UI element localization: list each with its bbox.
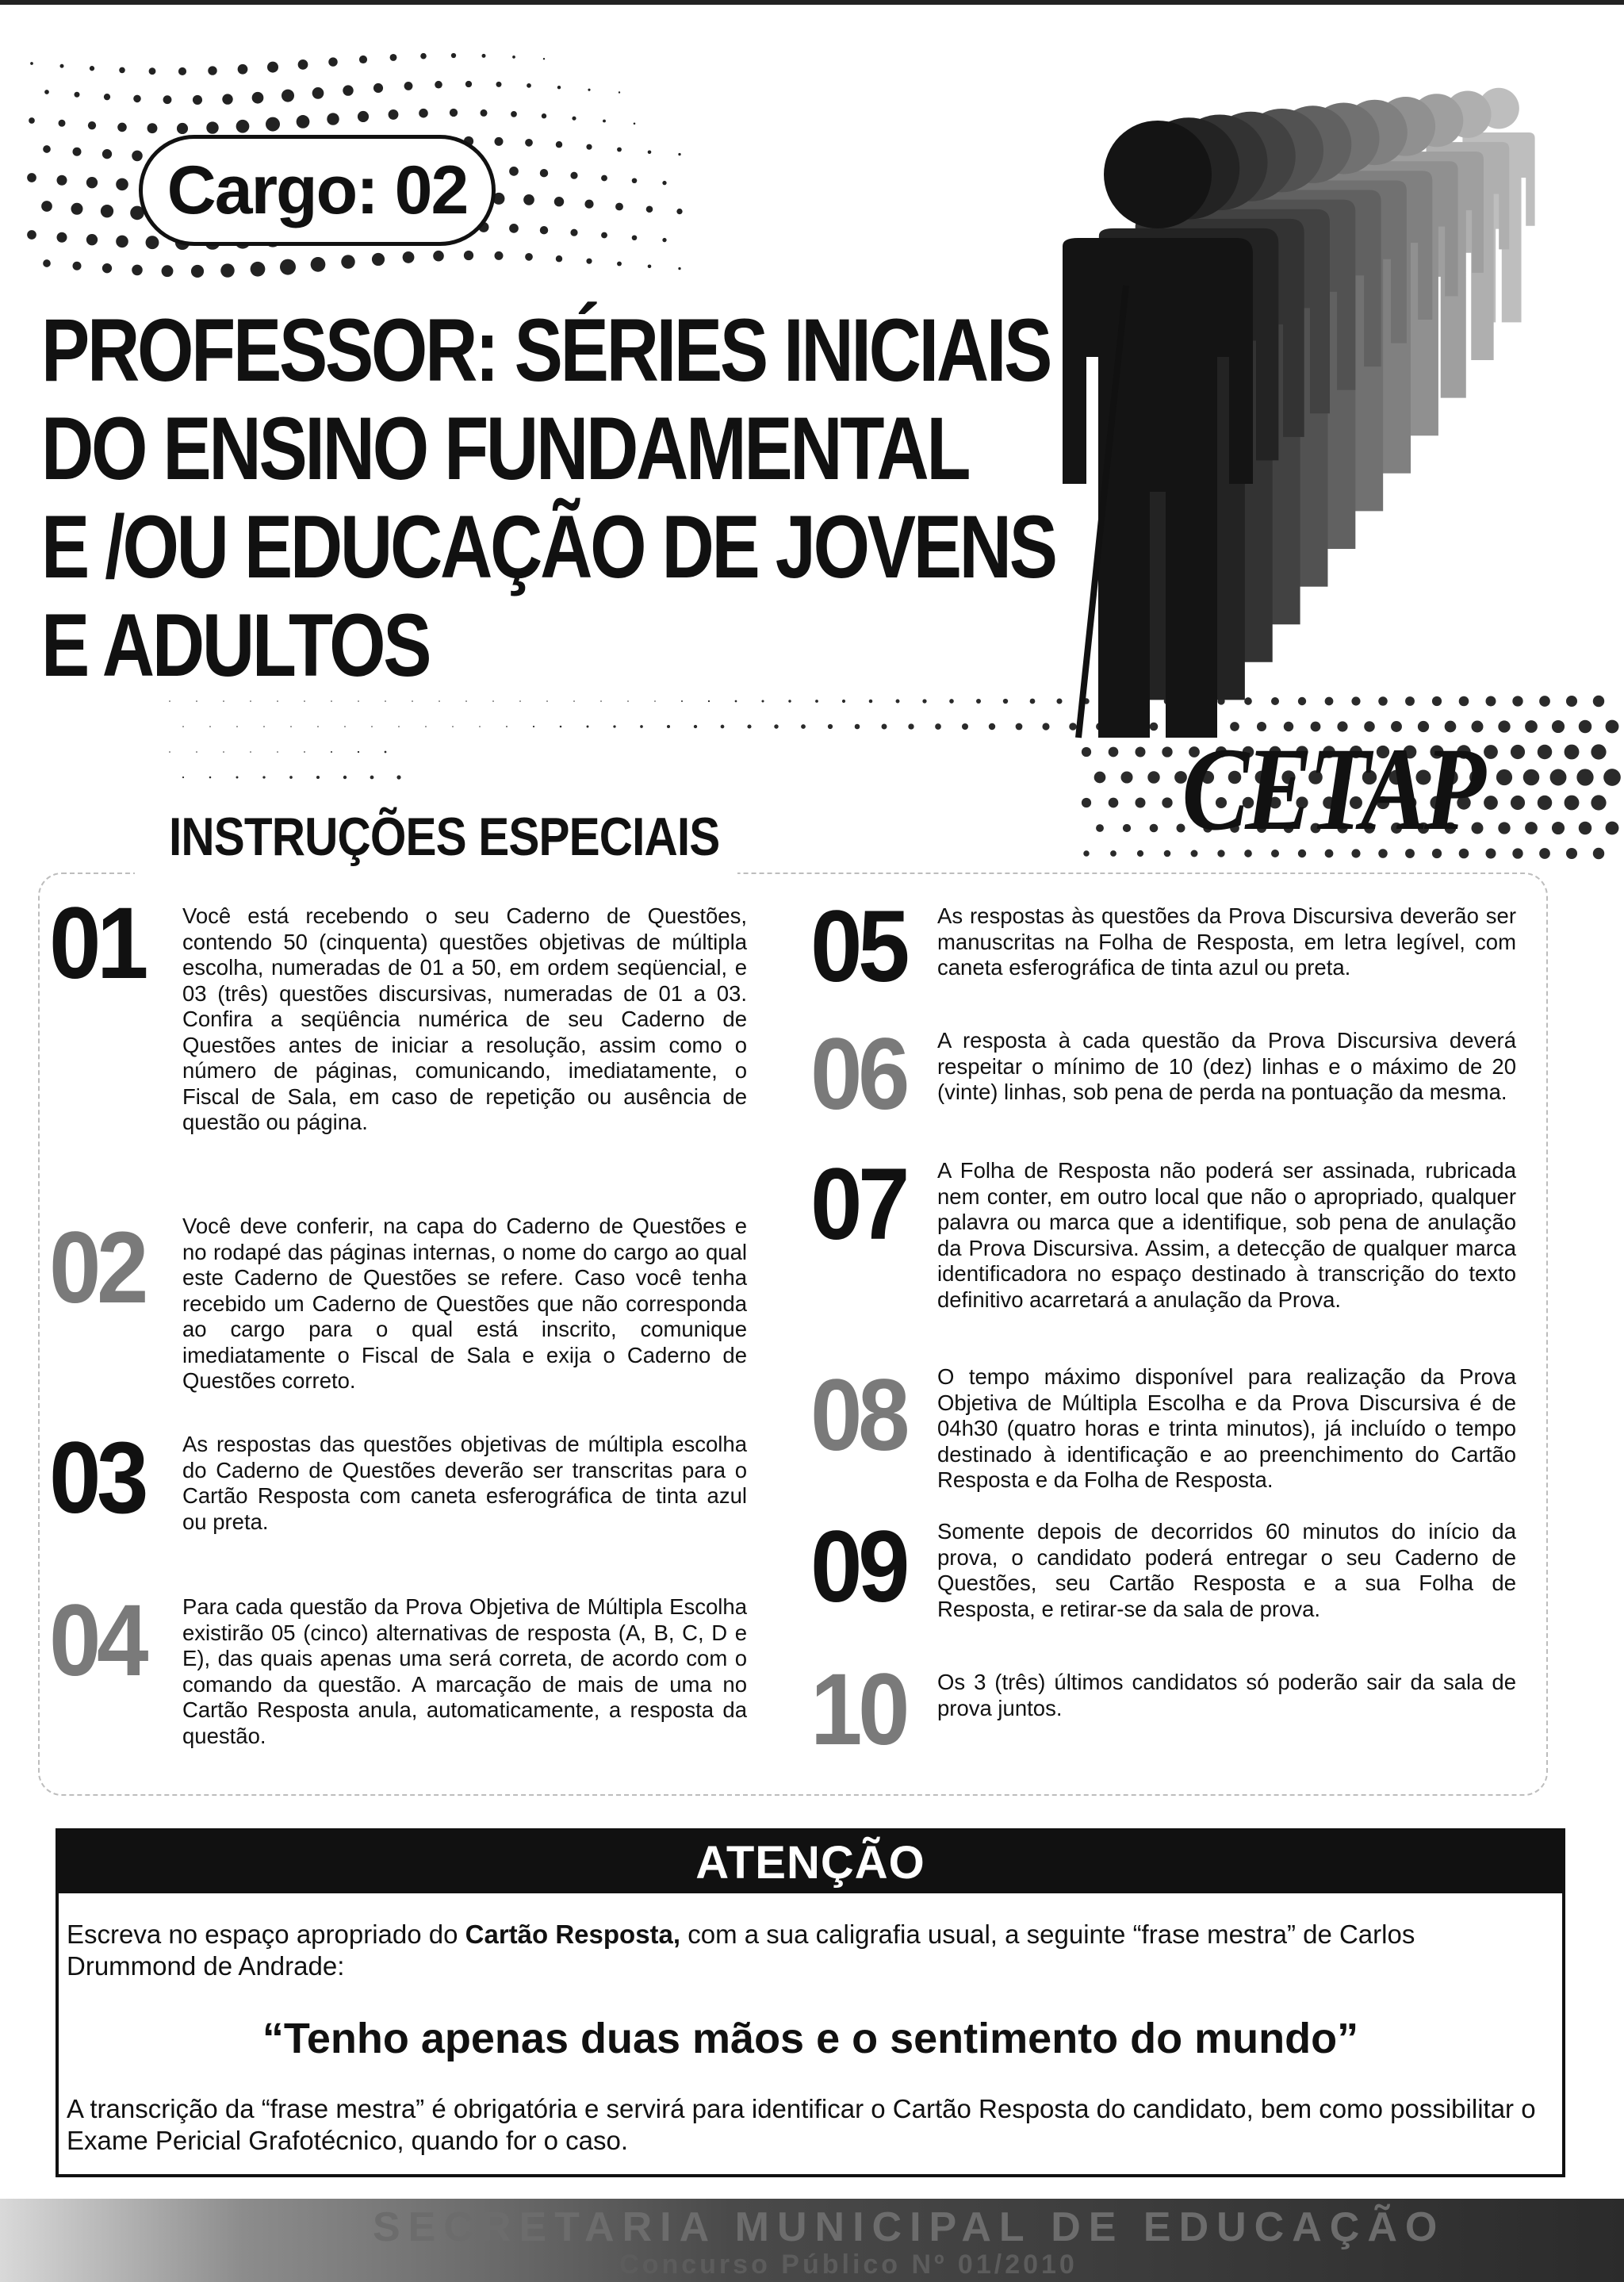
halftone-dot bbox=[290, 726, 292, 727]
instruction-number: 01 bbox=[49, 887, 144, 1000]
halftone-dot bbox=[586, 259, 592, 264]
halftone-dot bbox=[316, 776, 320, 779]
halftone-dot bbox=[222, 94, 232, 104]
halftone-dot bbox=[1606, 720, 1619, 734]
halftone-dot bbox=[465, 700, 467, 702]
halftone-dot bbox=[546, 700, 548, 702]
halftone-dot bbox=[44, 90, 49, 94]
halftone-dot bbox=[60, 64, 64, 68]
halftone-dot bbox=[344, 726, 346, 727]
halftone-dot bbox=[496, 82, 502, 87]
halftone-dot bbox=[617, 262, 622, 267]
halftone-dot bbox=[86, 234, 98, 245]
instruction-item bbox=[810, 1148, 1524, 1340]
halftone-dot bbox=[182, 777, 184, 778]
halftone-dot bbox=[41, 201, 52, 212]
halftone-dot bbox=[570, 229, 577, 236]
halftone-dot bbox=[815, 700, 818, 703]
halftone-dot bbox=[828, 724, 833, 729]
halftone-dot bbox=[147, 123, 158, 133]
title-line: PROFESSOR: SÉRIES INICIAIS bbox=[41, 301, 1051, 400]
halftone-dot bbox=[435, 81, 442, 89]
atencao-note: A transcrição da “frase mestra” é obrigatória e servirá para identificar o Cartão Resposta do candidato, bem como possibilitar o Exame Pericial Grafotécnico, quando for o caso. bbox=[67, 2094, 1536, 2155]
halftone-dot bbox=[27, 230, 36, 240]
instruction-number: 06 bbox=[810, 1018, 906, 1131]
halftone-dot bbox=[1096, 824, 1104, 832]
halftone-dot bbox=[495, 251, 504, 260]
halftone-dot bbox=[525, 253, 533, 261]
halftone-dot bbox=[601, 232, 607, 239]
halftone-dot bbox=[801, 724, 806, 729]
halftone-dot bbox=[389, 109, 399, 120]
halftone-dot bbox=[450, 109, 458, 117]
halftone-dot bbox=[1016, 723, 1023, 731]
halftone-dot bbox=[343, 85, 353, 95]
logo-text: CETAP bbox=[1182, 723, 1483, 855]
atencao-header bbox=[59, 1831, 1562, 1893]
halftone-dot bbox=[390, 54, 397, 61]
halftone-dot bbox=[252, 92, 264, 104]
halftone-dot bbox=[358, 111, 369, 122]
halftone-dot bbox=[304, 751, 305, 753]
halftone-dot bbox=[1042, 723, 1049, 730]
halftone-dot bbox=[59, 120, 66, 127]
halftone-dot bbox=[75, 92, 80, 98]
instruction-number: 09 bbox=[810, 1510, 906, 1624]
halftone-dot bbox=[182, 726, 184, 727]
halftone-dot bbox=[209, 777, 212, 779]
instruction-text: As respostas às questões da Prova Discursiva deverão ser manuscritas na Folha de Resposta, em letra legível, com caneta esferográfica de tinta azul ou preta. bbox=[937, 903, 1516, 980]
halftone-dot bbox=[133, 95, 141, 103]
halftone-dot bbox=[617, 148, 622, 152]
halftone-dot bbox=[1109, 798, 1119, 808]
instruction-item bbox=[810, 1018, 1524, 1142]
halftone-dot bbox=[512, 56, 515, 59]
halftone-dot bbox=[922, 699, 926, 703]
halftone-dot bbox=[433, 251, 444, 262]
footer-secretaria: SECRETARIA MUNICIPAL DE EDUCAÇÃO bbox=[373, 2204, 1446, 2250]
halftone-dot bbox=[1538, 796, 1553, 811]
halftone-dot bbox=[104, 94, 110, 100]
halftone-dot bbox=[1109, 747, 1119, 757]
halftone-dot bbox=[1591, 795, 1606, 810]
halftone-dot bbox=[882, 724, 887, 730]
halftone-dot bbox=[1593, 848, 1604, 859]
halftone-dot bbox=[289, 776, 293, 779]
halftone-dot bbox=[102, 263, 112, 273]
halftone-dot bbox=[102, 149, 112, 159]
halftone-dot bbox=[540, 226, 548, 234]
halftone-dot bbox=[327, 113, 339, 125]
halftone-dot bbox=[452, 726, 454, 727]
halftone-dot bbox=[304, 700, 305, 702]
halftone-dot bbox=[57, 175, 67, 186]
halftone-dot bbox=[101, 205, 113, 217]
halftone-dot bbox=[116, 178, 128, 191]
halftone-dot bbox=[619, 91, 620, 93]
halftone-dot bbox=[989, 723, 995, 730]
halftone-dot bbox=[1056, 698, 1062, 704]
halftone-dot bbox=[662, 238, 666, 242]
instruction-number: 10 bbox=[810, 1653, 906, 1766]
halftone-dot bbox=[251, 262, 266, 277]
halftone-dot bbox=[71, 203, 83, 215]
instruction-text: A Folha de Resposta não poderá ser assinada, rubricada nem conter, em outro local que não o apropriado, qualquer palavra ou marca que a identifique, sob pena de anulação da Prova Discursiva. Assim, a detecção de qualquer marca identificadora no espaço destinado à transcrição do texto definitivo acarretará a anulação da Prova. bbox=[937, 1158, 1516, 1312]
halftone-dot bbox=[1486, 849, 1496, 859]
halftone-dot bbox=[479, 726, 481, 727]
halftone-dot bbox=[30, 62, 33, 65]
instruction-item bbox=[810, 1510, 1524, 1638]
halftone-dot bbox=[1030, 699, 1036, 704]
halftone-dot bbox=[169, 700, 170, 702]
halftone-dot bbox=[177, 123, 188, 134]
halftone-dot bbox=[266, 117, 280, 132]
halftone-dot bbox=[540, 169, 548, 177]
halftone-dot bbox=[29, 117, 35, 124]
halftone-dot bbox=[370, 776, 374, 780]
halftone-dot bbox=[1552, 822, 1565, 834]
halftone-dot bbox=[209, 726, 211, 727]
halftone-dot bbox=[509, 224, 519, 233]
instruction-text: A resposta à cada questão da Prova Discursiva deverá respeitar o mínimo de 10 (dez) linhas e o máximo de 20 (vinte) linhas, sob pena de perda na pontuação da mesma. bbox=[937, 1028, 1516, 1104]
halftone-dot bbox=[372, 253, 385, 266]
halftone-dot bbox=[588, 89, 590, 91]
halftone-dot bbox=[747, 724, 751, 728]
halftone-dot bbox=[358, 751, 359, 753]
halftone-dot bbox=[721, 725, 725, 729]
instruction-item bbox=[810, 1359, 1524, 1507]
halftone-dot bbox=[73, 148, 82, 156]
atencao-text: com a sua caligrafia usual, a seguinte “frase mestra” de Carlos Drummond de Andrade: bbox=[67, 1920, 1415, 1981]
halftone-dot bbox=[648, 150, 652, 154]
halftone-dot bbox=[601, 175, 607, 182]
halftone-dot bbox=[632, 178, 638, 183]
halftone-dot bbox=[509, 167, 519, 176]
halftone-dot bbox=[1579, 822, 1591, 834]
halftone-dot bbox=[220, 263, 234, 277]
halftone-dot bbox=[1566, 848, 1577, 859]
halftone-dot bbox=[976, 699, 981, 704]
halftone-dot bbox=[43, 145, 51, 153]
instruction-text: Você deve conferir, na capa do Caderno de Questões e no rodapé das páginas internas, o nome do cargo ao qual este Caderno de Questões se refere. Caso você tenha recebido um Caderno de Questões que não corresponda ao cargo para o qual está inscrito, comunique imediatamente o Fiscal de Sala e exija o Caderno de Questões correto. bbox=[182, 1214, 747, 1393]
footer-concurso: Concurso Público Nº 01/2010 bbox=[619, 2249, 1078, 2280]
halftone-dot bbox=[646, 205, 653, 213]
halftone-dot bbox=[519, 700, 521, 702]
halftone-dot bbox=[267, 62, 278, 73]
instruction-number: 07 bbox=[810, 1148, 906, 1261]
atencao-text: Escreva no espaço apropriado do bbox=[67, 1920, 465, 1949]
halftone-dot bbox=[359, 56, 367, 63]
halftone-dot bbox=[1565, 796, 1580, 811]
halftone-dot bbox=[149, 67, 156, 75]
halftone-dot bbox=[236, 120, 250, 133]
halftone-dot bbox=[603, 120, 606, 123]
halftone-dot bbox=[57, 232, 67, 243]
halftone-dot bbox=[761, 700, 764, 702]
halftone-dot bbox=[280, 259, 296, 275]
halftone-dot bbox=[250, 751, 251, 753]
halftone-dot bbox=[223, 700, 224, 702]
halftone-dot bbox=[451, 53, 456, 58]
halftone-dot bbox=[1083, 850, 1089, 856]
instruction-item bbox=[810, 1653, 1524, 1766]
halftone-dot bbox=[208, 66, 216, 75]
halftone-dot bbox=[908, 723, 914, 729]
halftone-dot bbox=[1539, 848, 1550, 859]
title-line: E ADULTOS bbox=[41, 596, 430, 695]
halftone-dot bbox=[615, 203, 623, 211]
halftone-dot bbox=[146, 236, 159, 249]
halftone-dot bbox=[263, 726, 265, 727]
halftone-dot bbox=[935, 723, 941, 730]
halftone-dot bbox=[1003, 699, 1008, 704]
halftone-dot bbox=[282, 90, 294, 102]
halftone-dot bbox=[774, 724, 778, 728]
halftone-dot bbox=[420, 53, 427, 59]
halftone-dot bbox=[556, 141, 562, 148]
halftone-dot bbox=[425, 726, 427, 727]
halftone-dot bbox=[193, 95, 202, 105]
cargo-badge bbox=[139, 135, 496, 246]
halftone-dot bbox=[238, 64, 248, 75]
atencao-bold-text: Cartão Resposta, bbox=[465, 1920, 681, 1949]
halftone-dot bbox=[511, 111, 517, 117]
halftone-dot bbox=[572, 117, 576, 121]
frase-mestra: “Tenho apenas duas mãos e o sentimento do mundo” bbox=[262, 2015, 1359, 2062]
instruction-text: O tempo máximo disponível para realização da Prova Objetiva de Múltipla Escolha e da Prova Discursiva é de 04h30 (quatro horas e trinta minutos), já incluído o tempo destinado à identificação e ao preenchimento do Cartão Resposta e da Folha de Resposta. bbox=[937, 1364, 1516, 1492]
halftone-dot bbox=[662, 181, 666, 185]
instruction-number: 05 bbox=[810, 890, 906, 1003]
halftone-dot bbox=[385, 700, 386, 702]
halftone-dot bbox=[178, 67, 186, 75]
halftone-dot bbox=[842, 700, 845, 703]
halftone-dot bbox=[495, 137, 504, 146]
halftone-dot bbox=[896, 700, 900, 704]
title-line: DO ENSINO FUNDAMENTAL bbox=[41, 399, 969, 498]
halftone-dot bbox=[788, 700, 791, 702]
halftone-dot bbox=[465, 81, 472, 87]
instruction-text: Para cada questão da Prova Objetiva de Múltipla Escolha existirão 05 (cinco) alternativas de resposta (A, B, C, D e E), das quais apenas uma será correta, de acordo com o comando da questão. A marcação de mais de uma no Cartão Resposta anula, automaticamente, a resposta da questão. bbox=[182, 1594, 747, 1748]
halftone-dot bbox=[1082, 798, 1091, 807]
halftone-dot bbox=[43, 259, 51, 267]
halftone-dot bbox=[86, 177, 98, 188]
halftone-dot bbox=[331, 751, 332, 753]
instruction-text: Somente depois de decorridos 60 minutos do início da prova, o candidato poderá entregar o seu Caderno de Questões, seu Cartão Resposta e a sua Folha de Resposta, e retirar-se da sala de prova. bbox=[937, 1519, 1516, 1621]
halftone-dot bbox=[73, 262, 82, 270]
instruction-text: As respostas das questões objetivas de múltipla escolha do Caderno de Questões deverão ser transcritas para o Cartão Resposta com caneta esferográfica de tinta azul ou preta. bbox=[182, 1432, 747, 1534]
title-line: E /OU EDUCAÇÃO DE JOVENS bbox=[41, 497, 1055, 596]
halftone-dot bbox=[331, 700, 332, 702]
halftone-dot bbox=[586, 144, 592, 150]
instruction-number: 08 bbox=[810, 1359, 906, 1472]
halftone-dot bbox=[403, 251, 415, 263]
halftone-dot bbox=[654, 700, 656, 702]
people-silhouettes-illustration bbox=[1063, 48, 1570, 746]
halftone-dot bbox=[298, 59, 308, 70]
atencao-box bbox=[56, 1828, 1565, 2177]
halftone-dot bbox=[404, 82, 413, 90]
halftone-dot bbox=[341, 255, 354, 268]
halftone-dot bbox=[570, 172, 577, 179]
halftone-dot bbox=[162, 265, 174, 277]
instruction-text: Os 3 (três) últimos candidatos só poderão sair da sala de prova juntos. bbox=[937, 1670, 1516, 1720]
halftone-dot bbox=[132, 151, 143, 162]
halftone-dot bbox=[678, 267, 680, 270]
halftone-dot bbox=[196, 700, 197, 702]
instructions-heading bbox=[135, 793, 737, 880]
halftone-dot bbox=[27, 173, 36, 182]
halftone-dot bbox=[573, 700, 575, 702]
halftone-dot bbox=[464, 251, 473, 260]
halftone-dot bbox=[206, 121, 218, 133]
halftone-dot bbox=[1512, 848, 1522, 858]
halftone-dot bbox=[627, 700, 629, 702]
cargo-label: Cargo: 02 bbox=[167, 151, 468, 228]
halftone-dot bbox=[482, 54, 486, 58]
halftone-dot bbox=[1110, 850, 1116, 857]
halftone-dot bbox=[1603, 769, 1621, 786]
cetap-logo bbox=[1126, 723, 1538, 855]
halftone-dot bbox=[116, 236, 128, 248]
halftone-dot bbox=[1094, 772, 1106, 784]
halftone-dot bbox=[634, 122, 636, 125]
halftone-dot bbox=[667, 725, 670, 728]
instruction-text: Você está recebendo o seu Caderno de Questões, contendo 50 (cinquenta) questões objetivas de múltipla escolha, numeradas de 01 a 50, em ordem seqüencial, e 03 (três) questões discursivas, numeradas de 01 a 03. Confira a seqüência numérica de seu Caderno de Questões antes de iniciar a resolução, assim como o número de páginas, comunicando, imediatamente, o Fiscal de Sala, em caso de repetição ou ausência de questão ou página. bbox=[182, 903, 747, 1134]
halftone-dot bbox=[962, 723, 968, 730]
halftone-dot bbox=[163, 95, 172, 104]
halftone-dot bbox=[439, 700, 440, 702]
instruction-item bbox=[49, 887, 755, 1210]
halftone-dot bbox=[297, 115, 310, 128]
halftone-dot bbox=[398, 726, 400, 727]
halftone-dot bbox=[132, 265, 143, 276]
exam-title bbox=[41, 301, 1055, 695]
halftone-dot bbox=[560, 726, 562, 728]
halftone-dot bbox=[676, 209, 682, 214]
halftone-dot bbox=[277, 700, 278, 702]
halftone-dot bbox=[1082, 747, 1091, 757]
halftone-dot bbox=[236, 777, 239, 779]
top-rule bbox=[0, 0, 1624, 5]
instruction-number: 04 bbox=[49, 1584, 144, 1697]
halftone-dot bbox=[262, 776, 265, 778]
halftone-dot bbox=[88, 121, 96, 129]
halftone-dot bbox=[556, 255, 562, 262]
atencao-title: ATENÇÃO bbox=[695, 1836, 925, 1889]
halftone-dot bbox=[223, 751, 224, 753]
halftone-dot bbox=[317, 726, 319, 727]
halftone-dot bbox=[236, 726, 238, 727]
halftone-dot bbox=[855, 724, 860, 730]
halftone-dot bbox=[343, 776, 347, 779]
halftone-dot bbox=[1593, 696, 1604, 707]
halftone-dot bbox=[492, 700, 494, 702]
halftone-dot bbox=[869, 700, 873, 704]
instruction-number: 02 bbox=[49, 1211, 144, 1325]
halftone-dot bbox=[1579, 720, 1591, 733]
halftone-dot bbox=[1137, 850, 1143, 857]
halftone-dot bbox=[371, 726, 373, 727]
halftone-dot bbox=[554, 197, 564, 206]
halftone-dot bbox=[277, 751, 278, 753]
halftone-dot bbox=[708, 700, 710, 702]
halftone-dot bbox=[1606, 822, 1619, 835]
instruction-number: 03 bbox=[49, 1421, 144, 1535]
halftone-dot bbox=[613, 725, 615, 727]
halftone-dot bbox=[506, 726, 508, 727]
halftone-dot bbox=[373, 83, 383, 93]
halftone-dot bbox=[949, 699, 954, 704]
halftone-dot bbox=[694, 725, 697, 728]
halftone-dot bbox=[196, 751, 197, 753]
halftone-dot bbox=[328, 57, 337, 66]
halftone-dot bbox=[523, 194, 534, 205]
halftone-dot bbox=[640, 725, 643, 728]
halftone-dot bbox=[542, 113, 546, 118]
halftone-dot bbox=[117, 123, 127, 132]
halftone-dot bbox=[419, 109, 428, 118]
halftone-dot bbox=[678, 153, 680, 155]
halftone-dot bbox=[1576, 769, 1593, 785]
halftone-dot bbox=[358, 700, 359, 702]
instruction-item bbox=[49, 1421, 755, 1559]
halftone-dot bbox=[481, 109, 488, 117]
halftone-dot bbox=[169, 751, 170, 753]
halftone-dot bbox=[1164, 850, 1171, 857]
halftone-dot bbox=[119, 67, 125, 74]
halftone-dot bbox=[681, 700, 683, 702]
halftone-dot bbox=[250, 700, 251, 702]
halftone-dot bbox=[557, 86, 561, 89]
halftone-dot bbox=[584, 200, 593, 209]
halftone-dot bbox=[412, 700, 413, 702]
halftone-dot bbox=[311, 257, 326, 272]
halftone-dot bbox=[385, 751, 387, 754]
halftone-dot bbox=[632, 235, 638, 240]
halftone-dot bbox=[600, 700, 602, 702]
halftone-dot bbox=[90, 66, 94, 71]
instruction-item bbox=[49, 1584, 755, 1761]
halftone-dot bbox=[543, 58, 545, 59]
atencao-instruction bbox=[67, 1919, 1549, 1982]
instruction-item bbox=[810, 892, 1524, 1019]
instructions-heading-text: INSTRUÇÕES ESPECIAIS bbox=[169, 807, 720, 867]
halftone-dot bbox=[527, 83, 531, 88]
halftone-dot bbox=[1550, 769, 1567, 786]
halftone-dot bbox=[533, 726, 534, 727]
halftone-dot bbox=[525, 139, 533, 147]
halftone-dot bbox=[1565, 745, 1580, 760]
halftone-dot bbox=[312, 87, 324, 99]
halftone-dot bbox=[735, 700, 737, 703]
halftone-dot bbox=[587, 726, 589, 728]
instruction-item bbox=[49, 1211, 755, 1420]
halftone-dot bbox=[648, 264, 652, 268]
halftone-dot bbox=[191, 265, 204, 278]
halftone-dot bbox=[1538, 745, 1553, 760]
halftone-dot bbox=[396, 775, 400, 779]
halftone-dot bbox=[1591, 744, 1606, 759]
